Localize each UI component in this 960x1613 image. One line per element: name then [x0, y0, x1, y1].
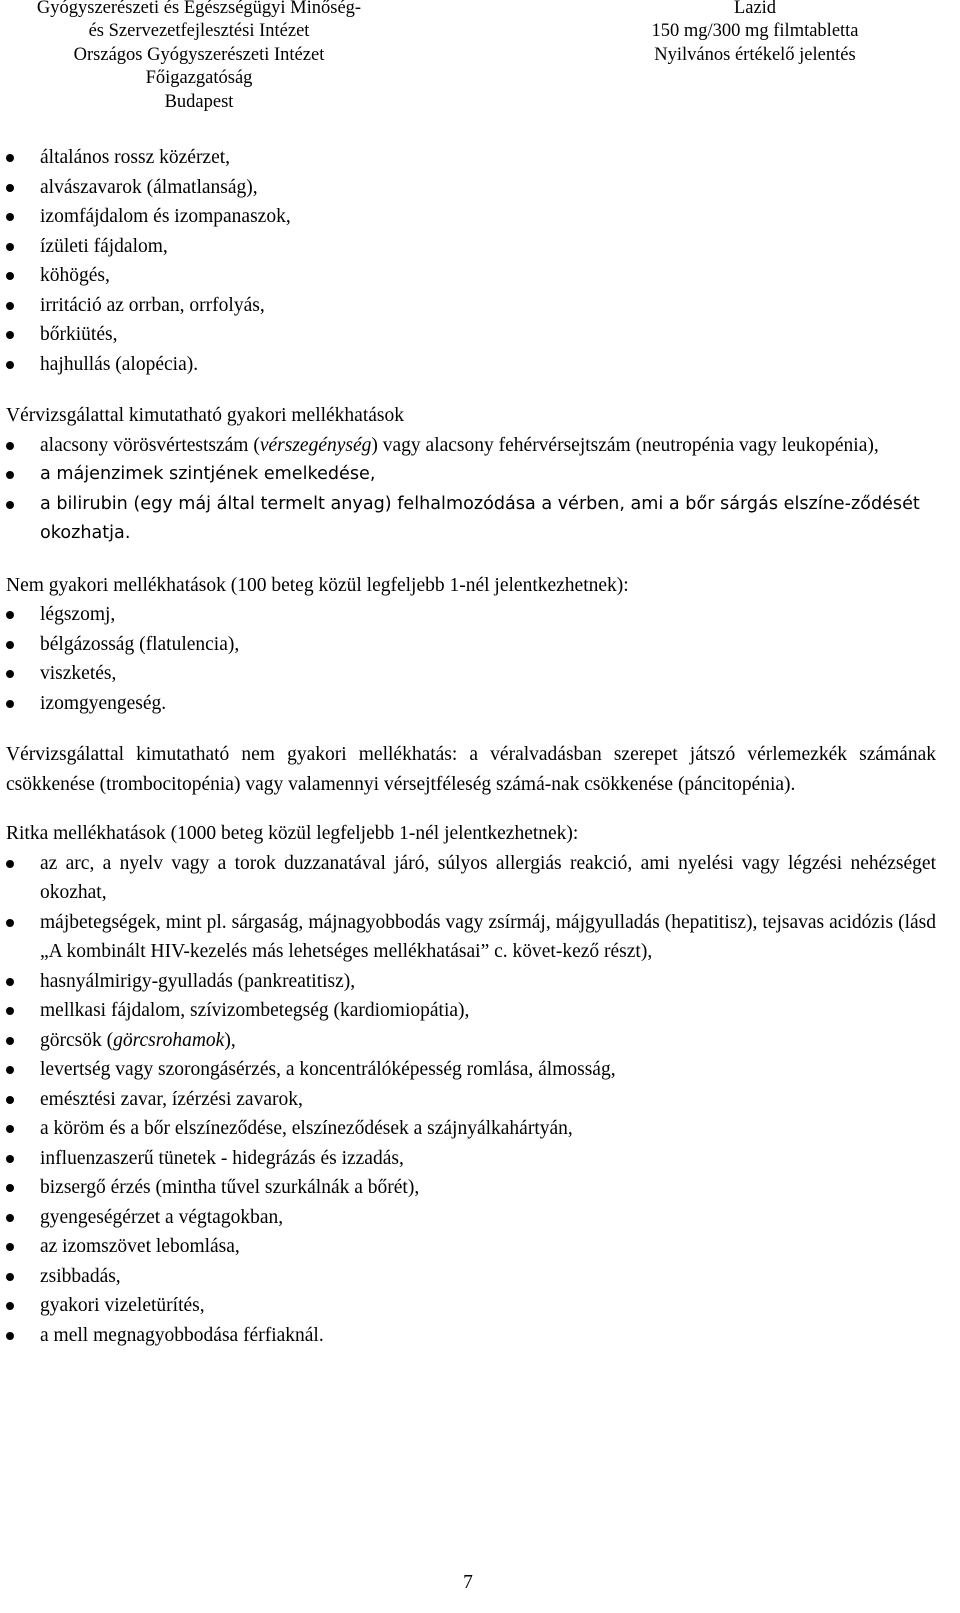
blood-common-heading: Vérvizsgálattal kimutatható gyakori mellékhatások — [6, 405, 404, 426]
list-item: mellkasi fájdalom, szívizombetegség (kardiomiopátia), — [6, 996, 936, 1026]
list-item: hajhullás (alopécia). — [6, 350, 936, 380]
list-item: gyakori vizeletürítés, — [6, 1291, 936, 1321]
list-item: emésztési zavar, ízérzési zavarok, — [6, 1085, 936, 1115]
list-item: levertség vagy szorongásérzés, a koncentrálóképesség romlása, álmosság, — [6, 1055, 936, 1085]
list-item: zsibbadás, — [6, 1262, 936, 1292]
header-line: Budapest — [164, 91, 234, 112]
list-item: irritáció az orrban, orrfolyás, — [6, 291, 936, 321]
list-item: hasnyálmirigy-gyulladás (pankreatitisz), — [6, 967, 936, 997]
header-line: Gyógyszerészeti és Egészségügyi Minőség- — [36, 0, 362, 18]
list-item: az izomszövet lebomlása, — [6, 1232, 936, 1262]
uncommon-list — [6, 600, 936, 718]
header-line: és Szervezetfejlesztési Intézet — [88, 21, 310, 42]
document-body — [6, 143, 936, 1350]
list-item: májbetegségek, mint pl. sárgaság, májnagyobbodás vagy zsírmáj, májgyulladás (hepatitisz), tejsavas acidózis (lásd „A kombinált HIV-kezelés más lehetséges mellékhatásai” c. követ-kező részt), — [6, 908, 936, 967]
list-item: bőrkiütés, — [6, 320, 936, 350]
header-line: Főigazgatóság — [145, 68, 253, 89]
list-item: a bilirubin (egy máj által termelt anyag) felhalmozódása a vérben, ami a bőr sárgás elszíne-ződését okozhatja. — [6, 490, 936, 549]
common-side-effects-list — [6, 143, 936, 379]
list-item: bizsergő érzés (mintha tűvel szurkálnák a bőrét), — [6, 1173, 936, 1203]
list-item: a mell megnagyobbodása férfiaknál. — [6, 1321, 936, 1351]
header-product — [560, 0, 950, 67]
header-line: Lazid — [733, 0, 777, 18]
list-item: köhögés, — [6, 261, 936, 291]
list-item: izomfájdalom és izompanaszok, — [6, 202, 936, 232]
page-number: 7 — [463, 1572, 473, 1593]
list-item: a köröm és a bőr elszíneződése, elszíneződések a szájnyálkahártyán, — [6, 1114, 936, 1144]
list-item: gyengeségérzet a végtagokban, — [6, 1203, 936, 1233]
list-item: viszketés, — [6, 659, 936, 689]
uncommon-heading: Nem gyakori mellékhatások (100 beteg közül legfeljebb 1-nél jelentkezhetnek): — [6, 574, 629, 596]
list-item: általános rossz közérzet, — [6, 143, 936, 173]
header-line: Országos Gyógyszerészeti Intézet — [73, 44, 325, 65]
header-institution — [4, 0, 394, 114]
list-item: az arc, a nyelv vagy a torok duzzanatával járó, súlyos allergiás reakció, ami nyelési vagy légzési nehézséget okozhat, — [6, 849, 936, 908]
list-item: a májenzimek szintjének emelkedése, — [6, 460, 936, 490]
list-item: alvászavarok (álmatlanság), — [6, 173, 936, 203]
rare-heading: Ritka mellékhatások (1000 beteg közül legfeljebb 1-nél jelentkezhetnek): — [6, 823, 579, 844]
header-line: Nyilvános értékelő jelentés — [654, 44, 856, 65]
header-line: 150 mg/300 mg filmtabletta — [651, 21, 859, 42]
list-item: alacsony vörösvértestszám (vérszegénység) vagy alacsony fehérvérsejtszám (neutropénia vagy leukopénia), — [6, 431, 936, 461]
list-item: izomgyengeség. — [6, 689, 936, 719]
rare-list — [6, 849, 936, 1351]
blood-uncommon-paragraph: Vérvizsgálattal kimutatható nem gyakori mellékhatás: a véralvadásban szerepet játszó vérlemezkék számának csökkenése (trombocitopénia) vagy valamennyi vérsejtféleség számá-nak csökkenése (páncitopénia). — [6, 744, 936, 795]
list-item: görcsök (görcsrohamok), — [6, 1026, 936, 1056]
list-item: légszomj, — [6, 600, 936, 630]
list-item: ízületi fájdalom, — [6, 232, 936, 262]
blood-common-list — [6, 431, 936, 549]
list-item: bélgázosság (flatulencia), — [6, 630, 936, 660]
list-item: influenzaszerű tünetek - hidegrázás és izzadás, — [6, 1144, 936, 1174]
